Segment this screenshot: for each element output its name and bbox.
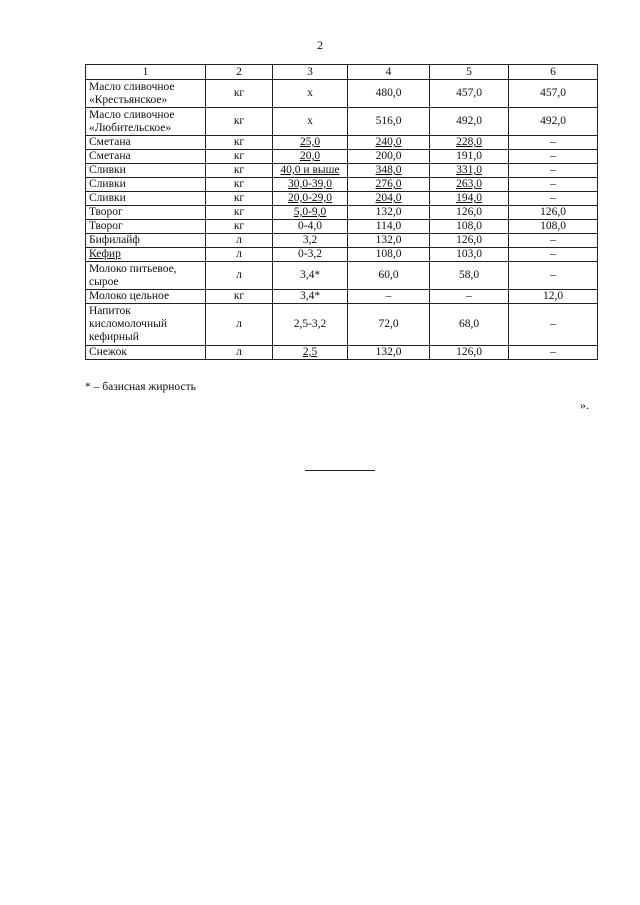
product-name-cell: Творог: [86, 220, 206, 234]
value-cell: 132,0: [348, 346, 430, 360]
value-cell: 457,0: [509, 80, 598, 108]
product-name-cell: Сливки: [86, 164, 206, 178]
fat-content-cell: х: [273, 108, 348, 136]
value-cell: 348,0: [348, 164, 430, 178]
value-cell: 12,0: [509, 290, 598, 304]
table-row: [86, 304, 598, 346]
value-cell: 457,0: [430, 80, 509, 108]
value-cell: 480,0: [348, 80, 430, 108]
value-cell: –: [509, 136, 598, 150]
closing-quote: ».: [580, 398, 589, 412]
value-cell: 114,0: [348, 220, 430, 234]
product-name-cell: Молоко цельное: [86, 290, 206, 304]
table-row: [86, 150, 598, 164]
product-name-cell: Творог: [86, 206, 206, 220]
unit-cell: кг: [206, 150, 273, 164]
unit-cell: л: [206, 234, 273, 248]
value-cell: 516,0: [348, 108, 430, 136]
fat-content-cell: 30,0-39,0: [273, 178, 348, 192]
value-cell: 108,0: [509, 220, 598, 234]
value-cell: 132,0: [348, 206, 430, 220]
value-cell: –: [509, 178, 598, 192]
value-cell: –: [509, 248, 598, 262]
product-name-cell: Масло сливочное «Любительское»: [86, 108, 206, 136]
fat-content-cell: 25,0: [273, 136, 348, 150]
value-cell: 126,0: [430, 206, 509, 220]
value-cell: 72,0: [348, 304, 430, 346]
unit-cell: кг: [206, 80, 273, 108]
fat-content-cell: 40,0 и выше: [273, 164, 348, 178]
value-cell: 126,0: [430, 346, 509, 360]
footnote: * – базисная жирность: [85, 381, 196, 393]
unit-cell: кг: [206, 178, 273, 192]
unit-cell: л: [206, 262, 273, 290]
value-cell: –: [509, 304, 598, 346]
value-cell: 204,0: [348, 192, 430, 206]
value-cell: –: [509, 164, 598, 178]
fat-content-cell: 2,5-3,2: [273, 304, 348, 346]
column-header: 1: [86, 65, 206, 80]
unit-cell: кг: [206, 220, 273, 234]
value-cell: –: [509, 262, 598, 290]
fat-content-cell: 3,4*: [273, 262, 348, 290]
table-row: [86, 164, 598, 178]
end-rule: [305, 470, 375, 471]
value-cell: 103,0: [430, 248, 509, 262]
product-name-cell: Сливки: [86, 178, 206, 192]
table-row: [86, 234, 598, 248]
value-cell: 60,0: [348, 262, 430, 290]
column-header: 5: [430, 65, 509, 80]
value-cell: 492,0: [509, 108, 598, 136]
fat-content-cell: 5,0-9,0: [273, 206, 348, 220]
table-row: [86, 290, 598, 304]
product-name-cell: Кефир: [86, 248, 206, 262]
price-table: [85, 64, 598, 360]
unit-cell: кг: [206, 290, 273, 304]
table-row: [86, 206, 598, 220]
value-cell: 194,0: [430, 192, 509, 206]
table-row: [86, 248, 598, 262]
unit-cell: кг: [206, 164, 273, 178]
fat-content-cell: 0-4,0: [273, 220, 348, 234]
value-cell: 331,0: [430, 164, 509, 178]
value-cell: 132,0: [348, 234, 430, 248]
table-row: [86, 192, 598, 206]
fat-content-cell: 3,2: [273, 234, 348, 248]
value-cell: 126,0: [430, 234, 509, 248]
fat-content-cell: 3,4*: [273, 290, 348, 304]
product-name-cell: Сметана: [86, 150, 206, 164]
fat-content-cell: 2,5: [273, 346, 348, 360]
table-row: [86, 80, 598, 108]
product-name-cell: Сметана: [86, 136, 206, 150]
unit-cell: л: [206, 346, 273, 360]
column-header: 6: [509, 65, 598, 80]
product-name-cell: Масло сливочное «Крестьянское»: [86, 80, 206, 108]
value-cell: –: [430, 290, 509, 304]
unit-cell: л: [206, 304, 273, 346]
unit-cell: л: [206, 248, 273, 262]
product-name-cell: Снежок: [86, 346, 206, 360]
value-cell: 108,0: [348, 248, 430, 262]
product-name-cell: Молоко питьевое, сырое: [86, 262, 206, 290]
table-header-row: [86, 65, 598, 80]
table-row: [86, 220, 598, 234]
unit-cell: кг: [206, 192, 273, 206]
value-cell: 228,0: [430, 136, 509, 150]
value-cell: 108,0: [430, 220, 509, 234]
value-cell: 58,0: [430, 262, 509, 290]
table-row: [86, 136, 598, 150]
unit-cell: кг: [206, 136, 273, 150]
unit-cell: кг: [206, 206, 273, 220]
fat-content-cell: 20,0-29,0: [273, 192, 348, 206]
page-number: 2: [317, 38, 323, 52]
product-name-cell: Бифилайф: [86, 234, 206, 248]
table-row: [86, 262, 598, 290]
value-cell: 240,0: [348, 136, 430, 150]
column-header: 3: [273, 65, 348, 80]
value-cell: 68,0: [430, 304, 509, 346]
unit-cell: кг: [206, 108, 273, 136]
product-name-cell: Сливки: [86, 192, 206, 206]
value-cell: 492,0: [430, 108, 509, 136]
table-row: [86, 346, 598, 360]
value-cell: –: [509, 192, 598, 206]
value-cell: –: [348, 290, 430, 304]
fat-content-cell: 20,0: [273, 150, 348, 164]
value-cell: –: [509, 150, 598, 164]
value-cell: 263,0: [430, 178, 509, 192]
column-header: 4: [348, 65, 430, 80]
value-cell: 191,0: [430, 150, 509, 164]
value-cell: –: [509, 346, 598, 360]
value-cell: 126,0: [509, 206, 598, 220]
value-cell: 276,0: [348, 178, 430, 192]
table-row: [86, 178, 598, 192]
product-name-cell: Напиток кисломолочный кефирный: [86, 304, 206, 346]
table-row: [86, 108, 598, 136]
fat-content-cell: 0-3,2: [273, 248, 348, 262]
fat-content-cell: х: [273, 80, 348, 108]
column-header: 2: [206, 65, 273, 80]
value-cell: –: [509, 234, 598, 248]
value-cell: 200,0: [348, 150, 430, 164]
